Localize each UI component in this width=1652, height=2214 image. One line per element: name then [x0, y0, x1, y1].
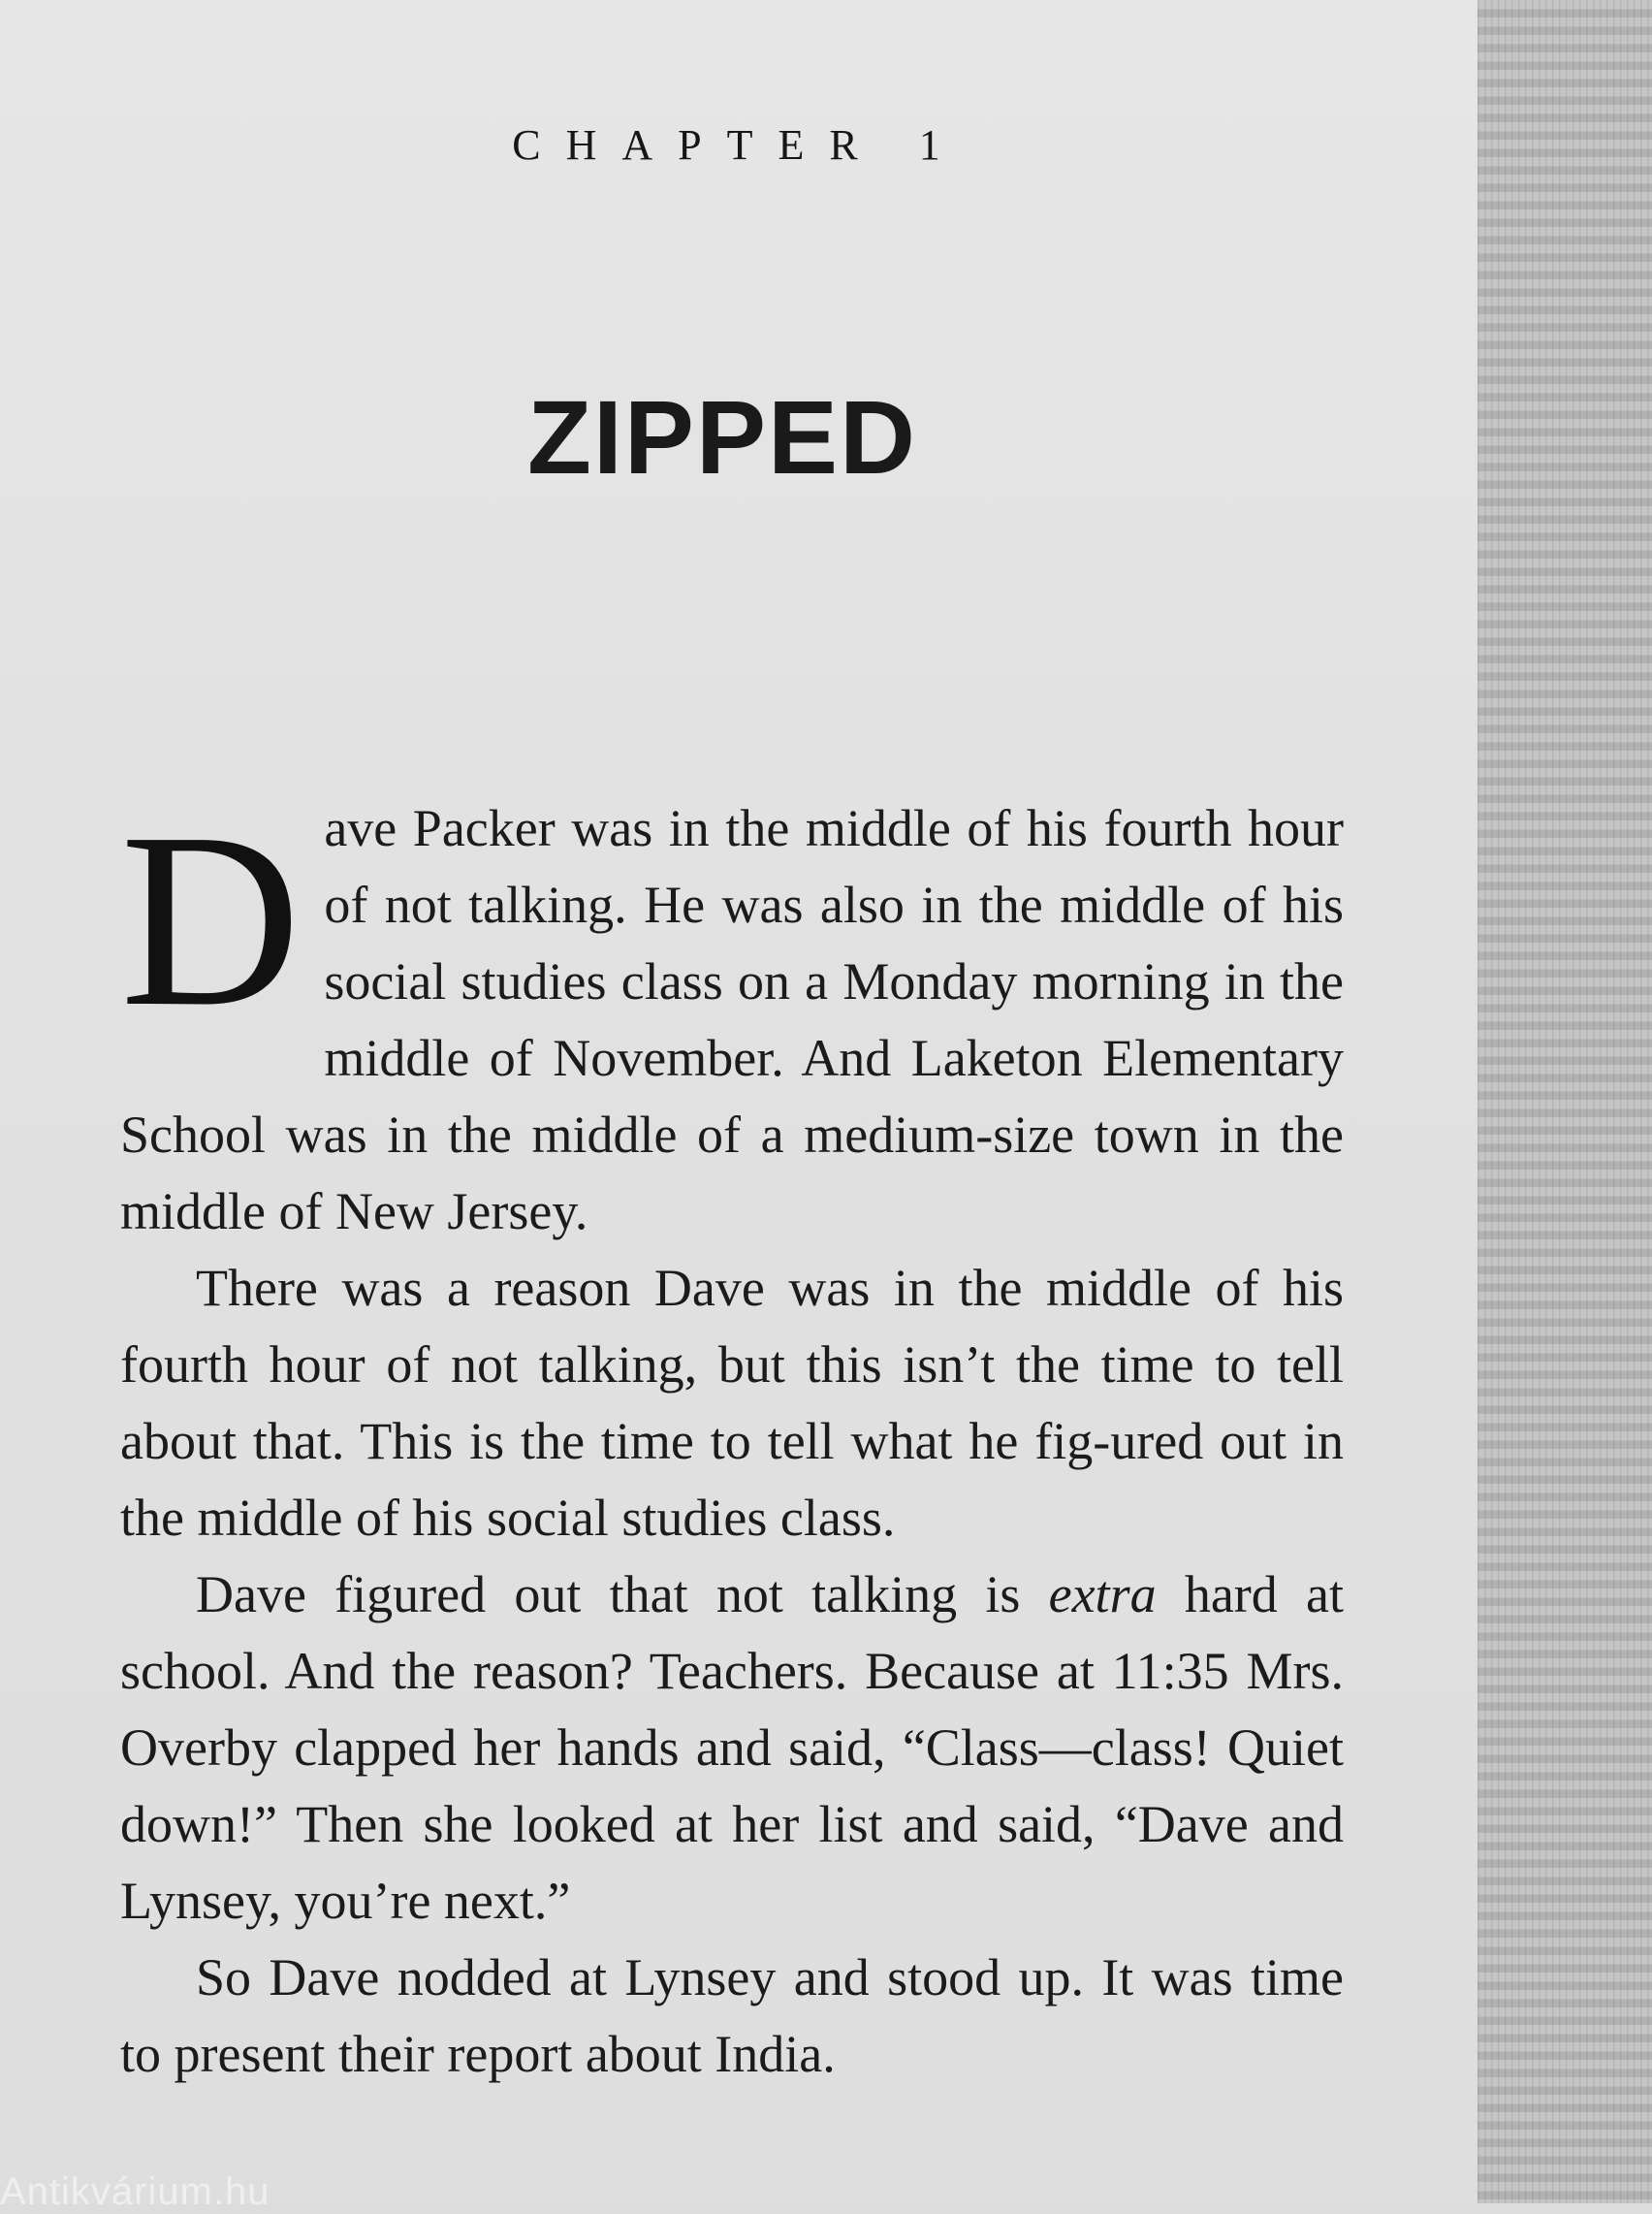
paragraph-3-text-end: hard at school. And the reason? Teachers. Because at 11:35 Mrs. Overby clapped her hands and said, “Class—class! Quiet down!” Then she looked at her list and said, “Dave and Lynsey, you’re next.”	[120, 1565, 1345, 1930]
paragraph-1	[120, 781, 1344, 1250]
watermark: Antikvárium.hu	[0, 2170, 270, 2213]
chapter-number: CHAPTER 1	[512, 121, 966, 169]
paragraph-3-text-start: Dave figured out that not talking is	[196, 1565, 1049, 1623]
page-stack-edge	[1477, 0, 1652, 2203]
drop-cap: D	[120, 781, 302, 1058]
chapter-body	[120, 781, 1345, 2093]
paragraph-1-text: ave Packer was in the middle of his fourth hour of not talking. He was also in the middle of his social studies class on a Monday morning in the middle of November. And Laketon Elementary School was in the middle of a medium-size town in the middle of New Jersey.	[120, 799, 1344, 1240]
paragraph-2: There was a reason Dave was in the middle of his fourth hour of not talking, but this isn’t the time to tell about that. This is the time to tell what he fig-ured out in the middle of his social studies class.	[120, 1259, 1344, 1547]
emphasis-extra: extra	[1048, 1565, 1157, 1623]
paragraph-3	[120, 1556, 1344, 1940]
chapter-title: ZIPPED	[526, 378, 918, 496]
paragraph-4: So Dave nodded at Lynsey and stood up. It was time to present their report about India.	[120, 1948, 1344, 2083]
